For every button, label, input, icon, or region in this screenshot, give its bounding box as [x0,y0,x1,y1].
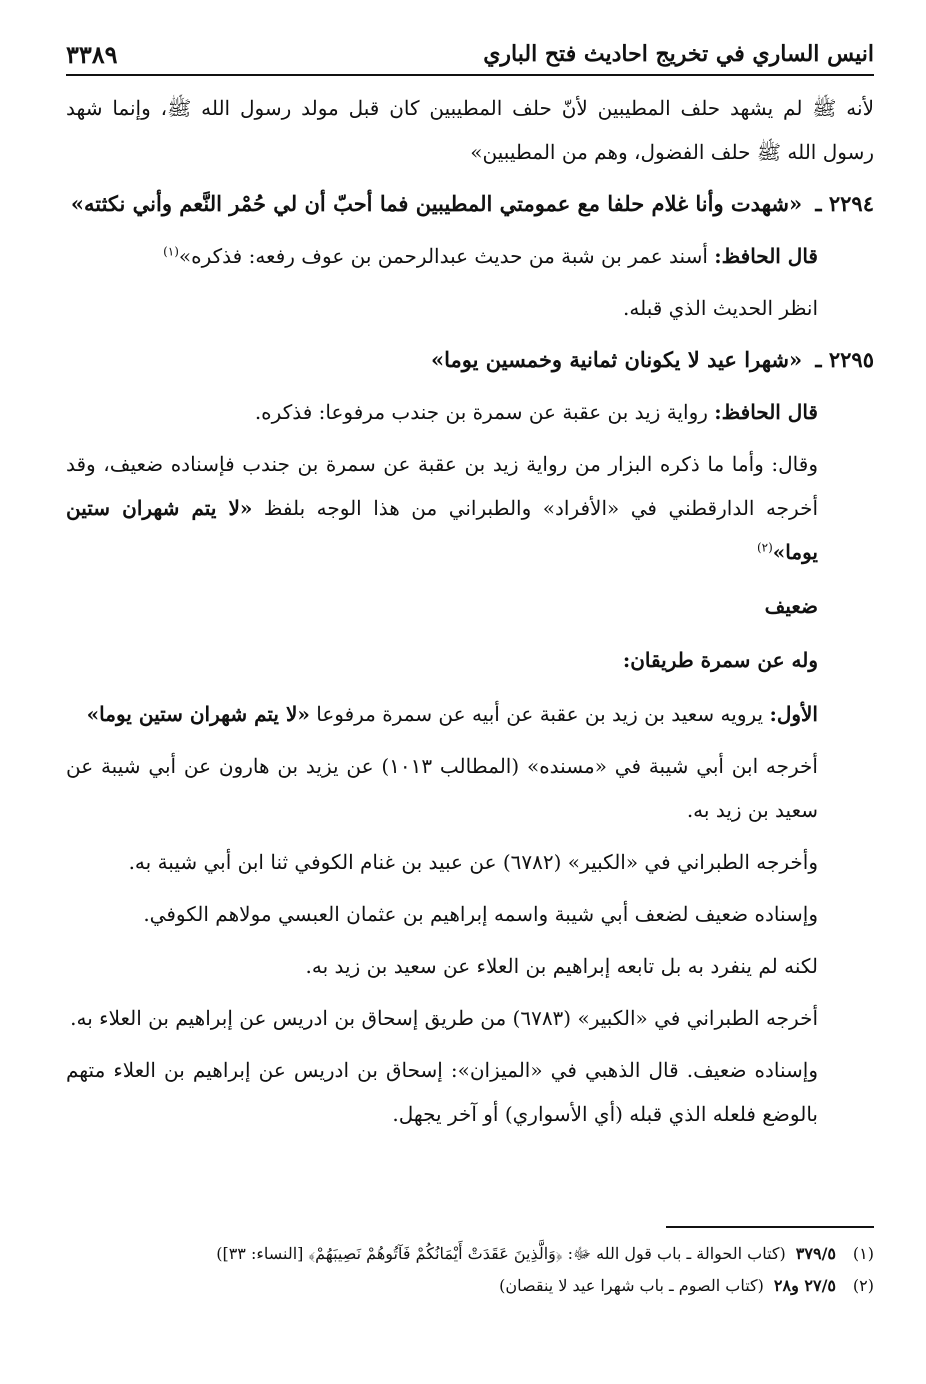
footnote-text: (كتاب الحوالة ـ باب قول الله ﷻ: ﴿وَالَّذِينَ عَقَدَتْ أَيْمَانُكُمْ فَآتُوهُمْ نَصِيبَهُمْ﴾ [النساء: ٣٣]) [216,1244,786,1263]
footnote-divider [666,1226,874,1228]
qal-text: أسند عمر بن شبة من حديث عبدالرحمن بن عوف رفعه: فذكره» [178,244,708,268]
heading-turuq: وله عن سمرة طريقان: [622,648,818,672]
footnote-2 [66,1270,874,1302]
hadith-entry-2294 [66,182,874,226]
footnote-location: ٣٧٩/٥ [795,1244,836,1263]
footnote-number: (٢) [852,1276,874,1295]
qal-al-hafiz-2 [66,390,874,434]
hadith-number: ٢٢٩٤ ـ [815,191,874,216]
footnote-number: (١) [852,1244,874,1263]
awwal-text: يرويه سعيد بن زيد بن عقبة عن أبيه عن سمرة مرفوعا [316,702,764,726]
paragraph-ibn-abi-shayba: أخرجه ابن أبي شيبة في «مسنده» (المطالب ١٠١٣) عن يزيد بن هارون عن أبي شيبة عن سعيد بن زيد به. [66,754,818,822]
paragraph-wa-qal [66,442,874,574]
qal-label: قال الحافظ: [714,244,818,268]
footnote-ref: (١) [163,244,179,259]
hadith-number: ٢٢٩٥ ـ [815,347,874,372]
footnote-1 [66,1238,874,1270]
wa-qal-text: وقال: وأما ما ذكره البزار من رواية زيد بن عقبة عن سمرة بن جندب فإسناده ضعيف، وقد أخرجه الدارقطني في «الأفراد» والطبراني من هذا الوجه بلفظ [66,452,818,520]
paragraph-lakinnahu: لكنه لم ينفرد به بل تابعه إبراهيم بن العلاء عن سعيد بن زيد به. [305,954,818,978]
wa-qal-bold-text: «لا يتم شهران ستين يوما» [66,496,818,564]
hadith-entry-2295 [66,338,874,382]
paragraph-tabarani-1: وأخرجه الطبراني في «الكبير» (٦٧٨٢) عن عبيد بن غنام الكوفي ثنا ابن أبي شيبة به. [128,850,818,874]
qal-label: قال الحافظ: [714,400,818,424]
footnote-ref: (٢) [756,540,773,555]
paragraph-tabarani-2: أخرجه الطبراني في «الكبير» (٦٧٨٣) من طريق إسحاق بن ادريس عن إبراهيم بن العلاء به. [70,1006,818,1030]
paragraph-awwal [66,692,874,736]
hadith-text: «شهدت وأنا غلام حلفا مع عمومتي المطيبين فما أحبّ أن لي حُمْر النَّعم وأني نكثته» [70,191,803,216]
running-header [66,34,874,76]
awwal-bold-text: «لا يتم شهران ستين يوما» [86,702,310,726]
paragraph-intro: لأنه ﷺ لم يشهد حلف المطيبين لأنّ حلف المطيبين كان قبل مولد رسول الله ﷺ، وإنما شهد رسول الله ﷺ حلف الفضول، وهم من المطيبين» [66,96,874,164]
main-text [66,86,874,1144]
footnote-location: ٢٧/٥ و٢٨ [773,1276,836,1295]
paragraph-isnad-1: وإسناده ضعيف لضعف أبي شيبة واسمه إبراهيم بن عثمان العبسي مولاهم الكوفي. [143,902,818,926]
paragraph-see-previous: انظر الحديث الذي قبله. [623,296,818,320]
qal-text: رواية زيد بن عقبة عن سمرة بن جندب مرفوعا: فذكره. [254,400,708,424]
footnote-text: (كتاب الصوم ـ باب شهرا عيد لا ينقصان) [499,1276,764,1295]
footnotes [66,1238,874,1302]
page-number: ٣٣٨٩ [66,39,118,69]
qal-al-hafiz-1 [66,234,874,278]
awwal-label: الأول: [769,702,818,726]
paragraph-isnad-2: وإسناده ضعيف. قال الذهبي في «الميزان»: إسحاق بن ادريس عن إبراهيم بن العلاء متهم بالوضع فلعله الذي قبله (أي الأسواري) أو آخر يجهل. [66,1058,818,1126]
grade-daif: ضعيف [764,594,818,618]
header-title: انيس الساري في تخريج احاديث فتح الباري [483,41,874,67]
hadith-text: «شهرا عيد لا يكونان ثمانية وخمسين يوما» [430,347,803,372]
